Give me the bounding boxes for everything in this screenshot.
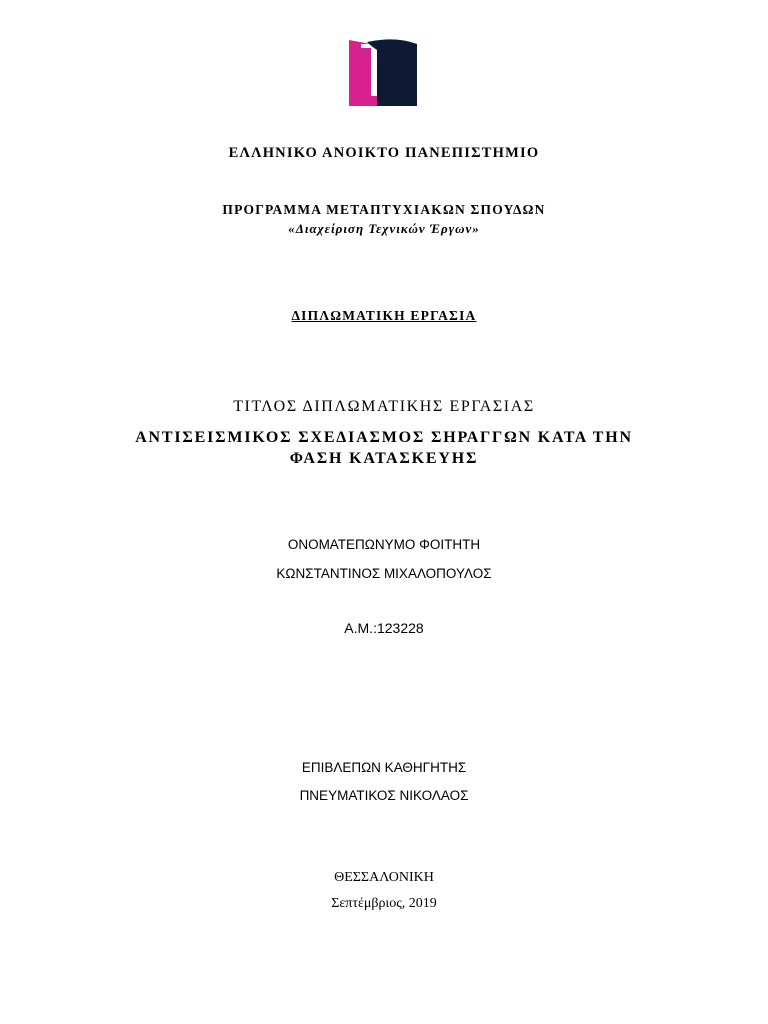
supervisor-label: ΕΠΙΒΛΕΠΩΝ ΚΑΘΗΓΗΤΗΣ	[301, 760, 467, 775]
university-name: ΕΛΛΗΝΙΚΟ ΑΝΟΙΚΤΟ ΠΑΝΕΠΙΣΤΗΜΙΟ	[228, 145, 540, 161]
thesis-type-heading: ΔΙΠΛΩΜΑΤΙΚΗ ΕΡΓΑΣΙΑ	[291, 308, 477, 323]
student-label: ΟΝΟΜΑΤΕΠΩΝΥΜΟ ΦΟΙΤΗΤΗ	[287, 537, 481, 552]
thesis-title-label: ΤΙΤΛΟΣ ΔΙΠΛΩΜΑΤΙΚΗΣ ΕΡΓΑΣΙΑΣ	[233, 398, 535, 415]
city: ΘΕΣΣΑΛΟΝΙΚΗ	[334, 870, 434, 885]
date: Σεπτέμβριος, 2019	[331, 896, 437, 911]
university-logo-icon	[347, 38, 419, 108]
student-registration-number: Α.Μ.:123228	[344, 620, 424, 636]
program-title: ΠΡΟΓΡΑΜΜΑ ΜΕΤΑΠΤΥΧΙΑΚΩΝ ΣΠΟΥΔΩΝ	[222, 202, 546, 217]
supervisor-name: ΠΝΕΥΜΑΤΙΚΟΣ ΝΙΚΟΛΑΟΣ	[299, 788, 469, 803]
student-name: ΚΩΝΣΤΑΝΤΙΝΟΣ ΜΙΧΑΛΟΠΟΥΛΟΣ	[276, 566, 492, 581]
program-name: «Διαχείριση Τεχνικών Έργων»	[288, 221, 480, 236]
thesis-title-line-1: ΑΝΤΙΣΕΙΣΜΙΚΟΣ ΣΧΕΔΙΑΣΜΟΣ ΣΗΡΑΓΓΩΝ ΚΑΤΑ ΤΗΝ	[135, 429, 633, 446]
thesis-title-line-2: ΦΑΣΗ ΚΑΤΑΣΚΕΥΗΣ	[289, 450, 479, 467]
